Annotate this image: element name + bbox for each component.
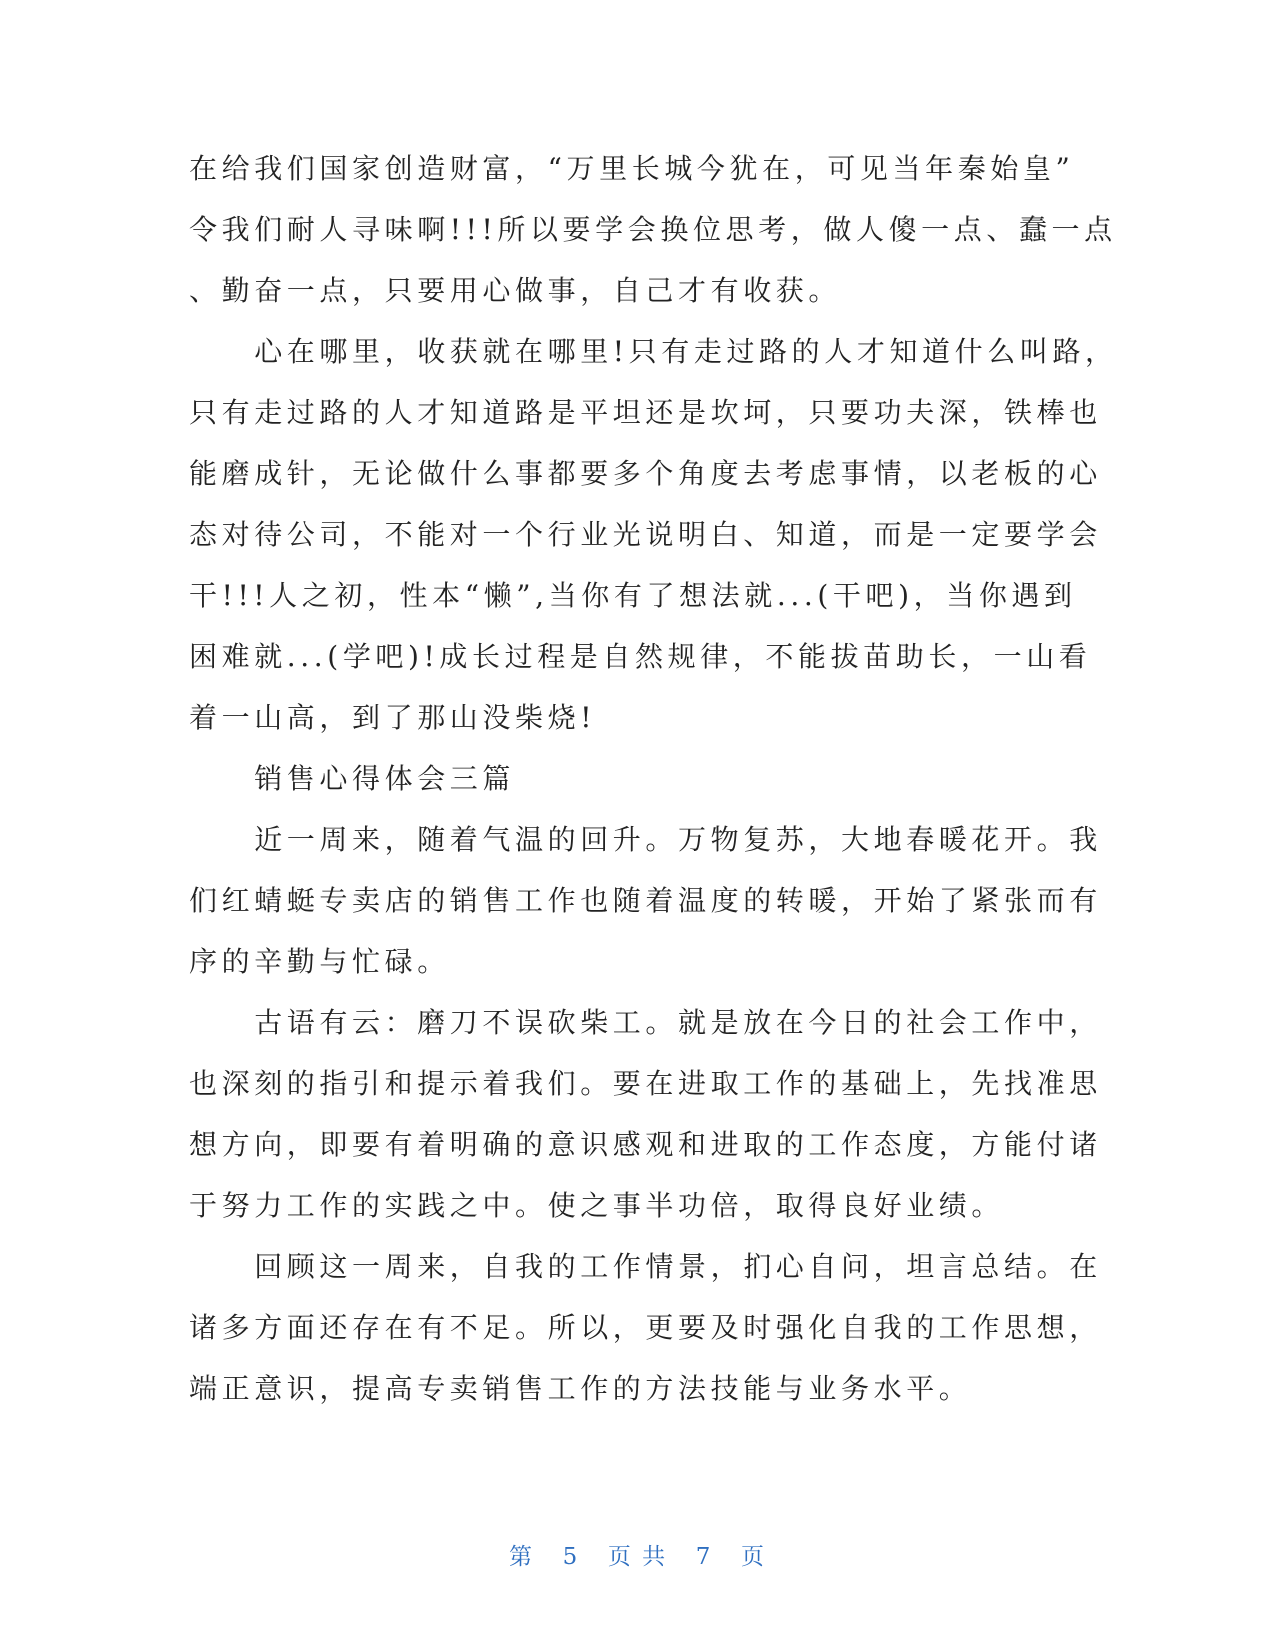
footer-middle: 页 共 [607, 1544, 668, 1570]
text-line: 着一山高，到了那山没柴烧! [189, 701, 597, 734]
text-line: 只有走过路的人才知道路是平坦还是坎坷，只要功夫深，铁棒也 [189, 396, 1102, 429]
text-line: 干!!!人之初，性本“懒”,当你有了想法就...(干吧)，当你遇到 [189, 579, 1077, 612]
page-footer [0, 1538, 1275, 1571]
text-line: 心在哪里，收获就在哪里!只有走过路的人才知道什么叫路， [189, 335, 1118, 368]
text-line: 近一周来，随着气温的回升。万物复苏，大地春暖花开。我 [189, 823, 1102, 856]
current-page-number: 5 [562, 1544, 580, 1570]
document-body [189, 138, 1118, 1419]
text-line: 想方向，即要有着明确的意识感观和进取的工作态度，方能付诸 [189, 1128, 1102, 1161]
text-line: 端正意识，提高专卖销售工作的方法技能与业务水平。 [189, 1372, 972, 1405]
footer-suffix: 页 [741, 1544, 767, 1570]
text-line: 令我们耐人寻味啊!!!所以要学会换位思考，做人傻一点、蠢一点 [189, 213, 1117, 246]
text-line: 在给我们国家创造财富，“万里长城今犹在，可见当年秦始皇” [189, 152, 1075, 185]
text-line: 态对待公司，不能对一个行业光说明白、知道，而是一定要学会 [189, 518, 1102, 551]
text-line: 古语有云：磨刀不误砍柴工。就是放在今日的社会工作中， [189, 1006, 1102, 1039]
section-heading: 销售心得体会三篇 [189, 762, 516, 795]
text-line: 困难就...(学吧)!成长过程是自然规律，不能拔苗助长，一山看 [189, 640, 1092, 673]
text-line: 也深刻的指引和提示着我们。要在进取工作的基础上，先找准思 [189, 1067, 1102, 1100]
text-line: 回顾这一周来，自我的工作情景，扪心自问，坦言总结。在 [189, 1250, 1102, 1283]
text-line: 、勤奋一点，只要用心做事，自己才有收获。 [189, 274, 842, 307]
text-line: 诸多方面还存在有不足。所以，更要及时强化自我的工作思想， [189, 1311, 1102, 1344]
text-line: 序的辛勤与忙碌。 [189, 945, 450, 978]
text-line: 于努力工作的实践之中。使之事半功倍，取得良好业绩。 [189, 1189, 1005, 1222]
text-line: 能磨成针，无论做什么事都要多个角度去考虑事情，以老板的心 [189, 457, 1102, 490]
footer-prefix: 第 [508, 1544, 534, 1570]
text-line: 们红蜻蜓专卖店的销售工作也随着温度的转暖，开始了紧张而有 [189, 884, 1102, 917]
total-pages-number: 7 [695, 1544, 713, 1570]
